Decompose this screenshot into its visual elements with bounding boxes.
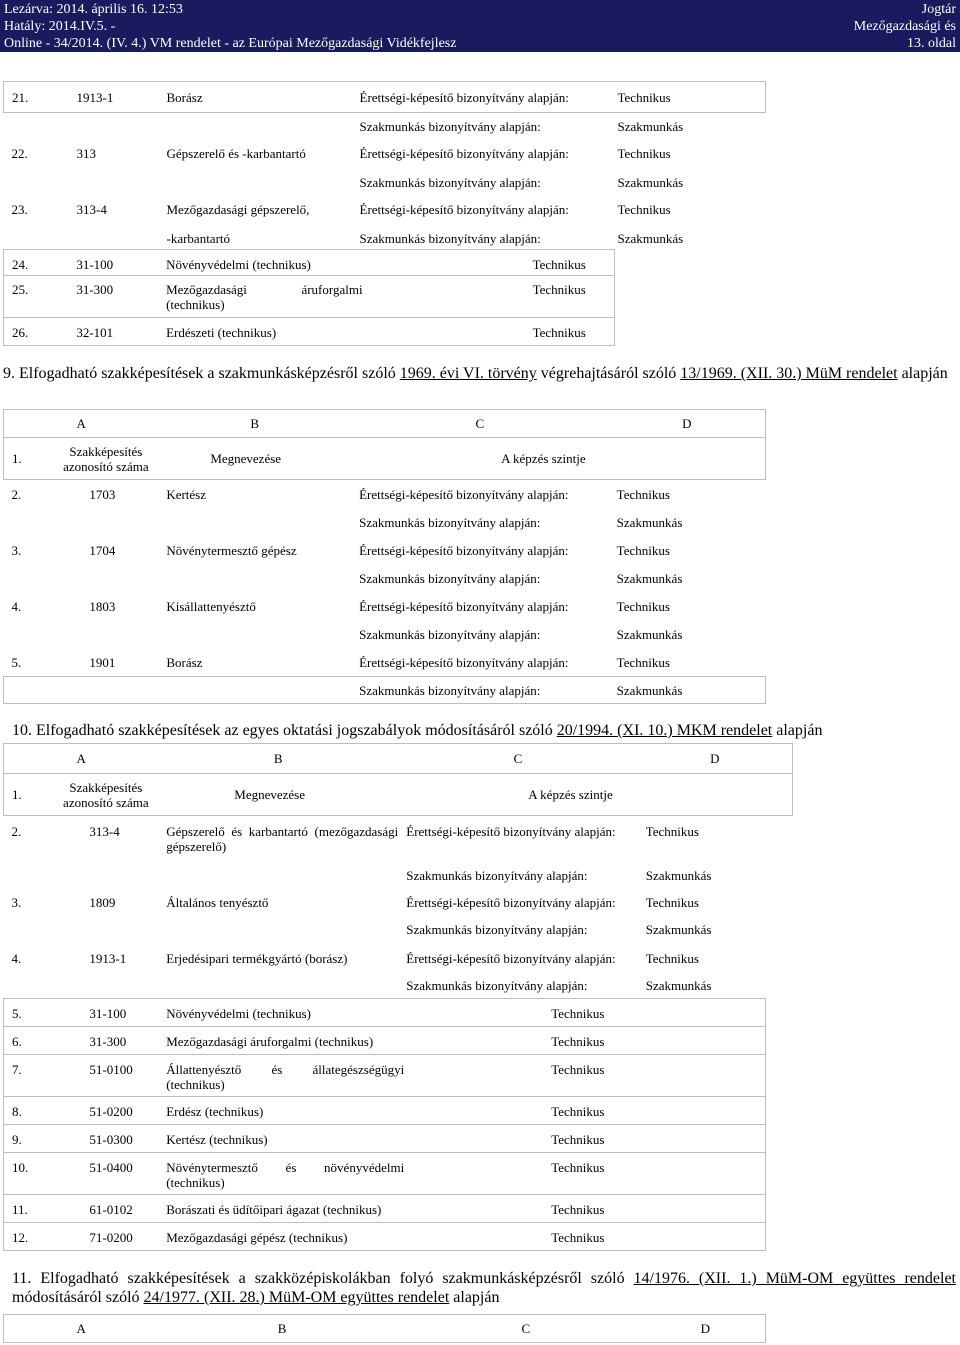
law-link-1969[interactable]: 1969. évi VI. törvény <box>399 365 537 382</box>
table-row: Szakmunkás bizonyítvány alapján: Szakmunkás <box>359 626 683 642</box>
table-row: 22. 313 Gépszerelő és -karbantartó Érettségi-képesítő bizonyítvány alapján: Technikus <box>11 145 671 161</box>
column-headers: 1. Szakképesítés azonosító száma Megnevezése A képzés szintje <box>4 438 766 480</box>
header-category: Mezőgazdasági és <box>853 19 956 34</box>
table-row: Szakmunkás bizonyítvány alapján: Szakmunkás <box>359 570 683 586</box>
section-10-table <box>3 743 793 1000</box>
table-row: 3. 1809 Általános tenyésztő Érettségi-képesítő bizonyítvány alapján: Technikus <box>11 894 699 910</box>
document-header <box>0 0 960 52</box>
table-row: 7. 51-0100 Állattenyésztő és állategészségügyi (technikus) Technikus <box>4 1055 766 1097</box>
table-continued-lower <box>3 249 615 346</box>
table-continued-upper <box>3 81 766 250</box>
table-row: Szakmunkás bizonyítvány alapján: Szakmunkás <box>359 119 684 134</box>
table-row: 2. 1703 Kertész Érettségi-képesítő bizonyítvány alapján: Technikus <box>11 487 670 502</box>
table-row: Szakmunkás bizonyítvány alapján: Szakmunkás <box>406 921 712 937</box>
header-right <box>854 1 956 52</box>
section-9-table <box>3 409 766 704</box>
table-row: 3. 1704 Növénytermesztő gépész Érettségi-képesítő bizonyítvány alapján: Technikus <box>11 542 670 558</box>
table-row: Szakmunkás bizonyítvány alapján: Szakmunkás <box>406 867 712 883</box>
section-11-heading: 11. Elfogadható szakképesítések a szakközépiskolákban folyó szakmunkásképzésről szóló 14/1976. (XII. 1.) MüM-OM együttes rendelet módosításáról szóló 24/1977. (XII. 28.) MüM-OM együttes rendelet alapján <box>12 1270 956 1306</box>
header-effective-date: Hatály: 2014.IV.5. - <box>4 19 116 34</box>
table-row: 10. 51-0400 Növénytermesztő és növényvédelmi (technikus) Technikus <box>4 1153 766 1195</box>
table-row: Szakmunkás bizonyítvány alapján: Szakmunkás <box>359 514 683 530</box>
table-row: 25. 31-300 Mezőgazdasági áruforgalmi (technikus) Technikus <box>4 276 615 318</box>
header-page-number: 13. oldal <box>907 36 956 51</box>
header-left <box>4 1 456 52</box>
column-letters: A B C D <box>4 410 766 438</box>
section-9-heading: 9. Elfogadható szakképesítések a szakmunkásképzésről szóló 1969. évi VI. törvény végrehajtásáról szóló 13/1969. (XII. 30.) MüM rendelet alapján <box>3 365 948 382</box>
table-row: Szakmunkás bizonyítvány alapján: Szakmunkás <box>4 677 766 704</box>
column-letters: A B C D <box>4 1315 766 1343</box>
column-letters: A B C D <box>4 744 793 774</box>
decree-link-1977[interactable]: 24/1977. (XII. 28.) MüM-OM együttes rendelet <box>143 1289 450 1306</box>
header-closed-date: Lezárva: 2014. április 16. 12:53 <box>4 2 183 17</box>
header-brand: Jogtár <box>921 2 956 17</box>
decree-link-1994[interactable]: 20/1994. (XI. 10.) MKM rendelet <box>556 722 773 739</box>
table-row: 21. 1913-1 Borász Érettségi-képesítő bizonyítvány alapján: Technikus <box>4 82 766 113</box>
section-10-table-lower <box>3 998 766 1251</box>
table-row: 24. 31-100 Növényvédelmi (technikus) Technikus <box>4 250 615 276</box>
table-row: 5. 1901 Borász Érettségi-képesítő bizonyítvány alapján: Technikus <box>11 654 670 670</box>
table-row: 4. 1803 Kisállattenyésztő Érettségi-képesítő bizonyítvány alapján: Technikus <box>11 598 670 614</box>
section-11-table <box>3 1314 766 1343</box>
table-row: 9. 51-0300 Kertész (technikus) Technikus <box>4 1125 766 1153</box>
column-headers: 1. Szakképesítés azonosító száma Megnevezése A képzés szintje <box>4 774 793 816</box>
table-row: 8. 51-0200 Erdész (technikus) Technikus <box>4 1097 766 1125</box>
table-row: -karbantartó Szakmunkás bizonyítvány alapján: Szakmunkás <box>166 230 684 246</box>
section-10-heading: 10. Elfogadható szakképesítések az egyes oktatási jogszabályok módosításáról szóló 20/1994. (XI. 10.) MKM rendelet alapján <box>12 722 823 739</box>
header-document-title: Online - 34/2014. (IV. 4.) VM rendelet - az Európai Mezőgazdasági Vidékfejlesz <box>4 36 457 51</box>
table-row: Szakmunkás bizonyítvány alapján: Szakmunkás <box>406 977 712 993</box>
table-row: 5. 31-100 Növényvédelmi (technikus) Technikus <box>4 999 766 1027</box>
decree-link-1969[interactable]: 13/1969. (XII. 30.) MüM rendelet <box>680 365 898 382</box>
table-row: 4. 1913-1 Erjedésipari termékgyártó (borász) Érettségi-képesítő bizonyítvány alapján: Technikus <box>11 950 699 966</box>
table-row: Szakmunkás bizonyítvány alapján: Szakmunkás <box>359 174 684 190</box>
table-row: 2. 313-4 Gépszerelő és karbantartó (mezőgazdasági gépszerelő) Érettségi-képesítő bizonyítvány alapján: Technikus <box>11 824 699 854</box>
table-row: 26. 32-101 Erdészeti (technikus) Technikus <box>4 318 615 346</box>
table-row: 23. 313-4 Mezőgazdasági gépszerelő, Érettségi-képesítő bizonyítvány alapján: Technikus <box>11 201 671 217</box>
table-row: 12. 71-0200 Mezőgazdasági gépész (technikus) Technikus <box>4 1223 766 1251</box>
table-row: 11. 61-0102 Borászati és üdítőipari ágazat (technikus) Technikus <box>4 1195 766 1223</box>
decree-link-1976[interactable]: 14/1976. (XII. 1.) MüM-OM együttes rendelet <box>633 1270 956 1287</box>
table-row: 6. 31-300 Mezőgazdasági áruforgalmi (technikus) Technikus <box>4 1027 766 1055</box>
